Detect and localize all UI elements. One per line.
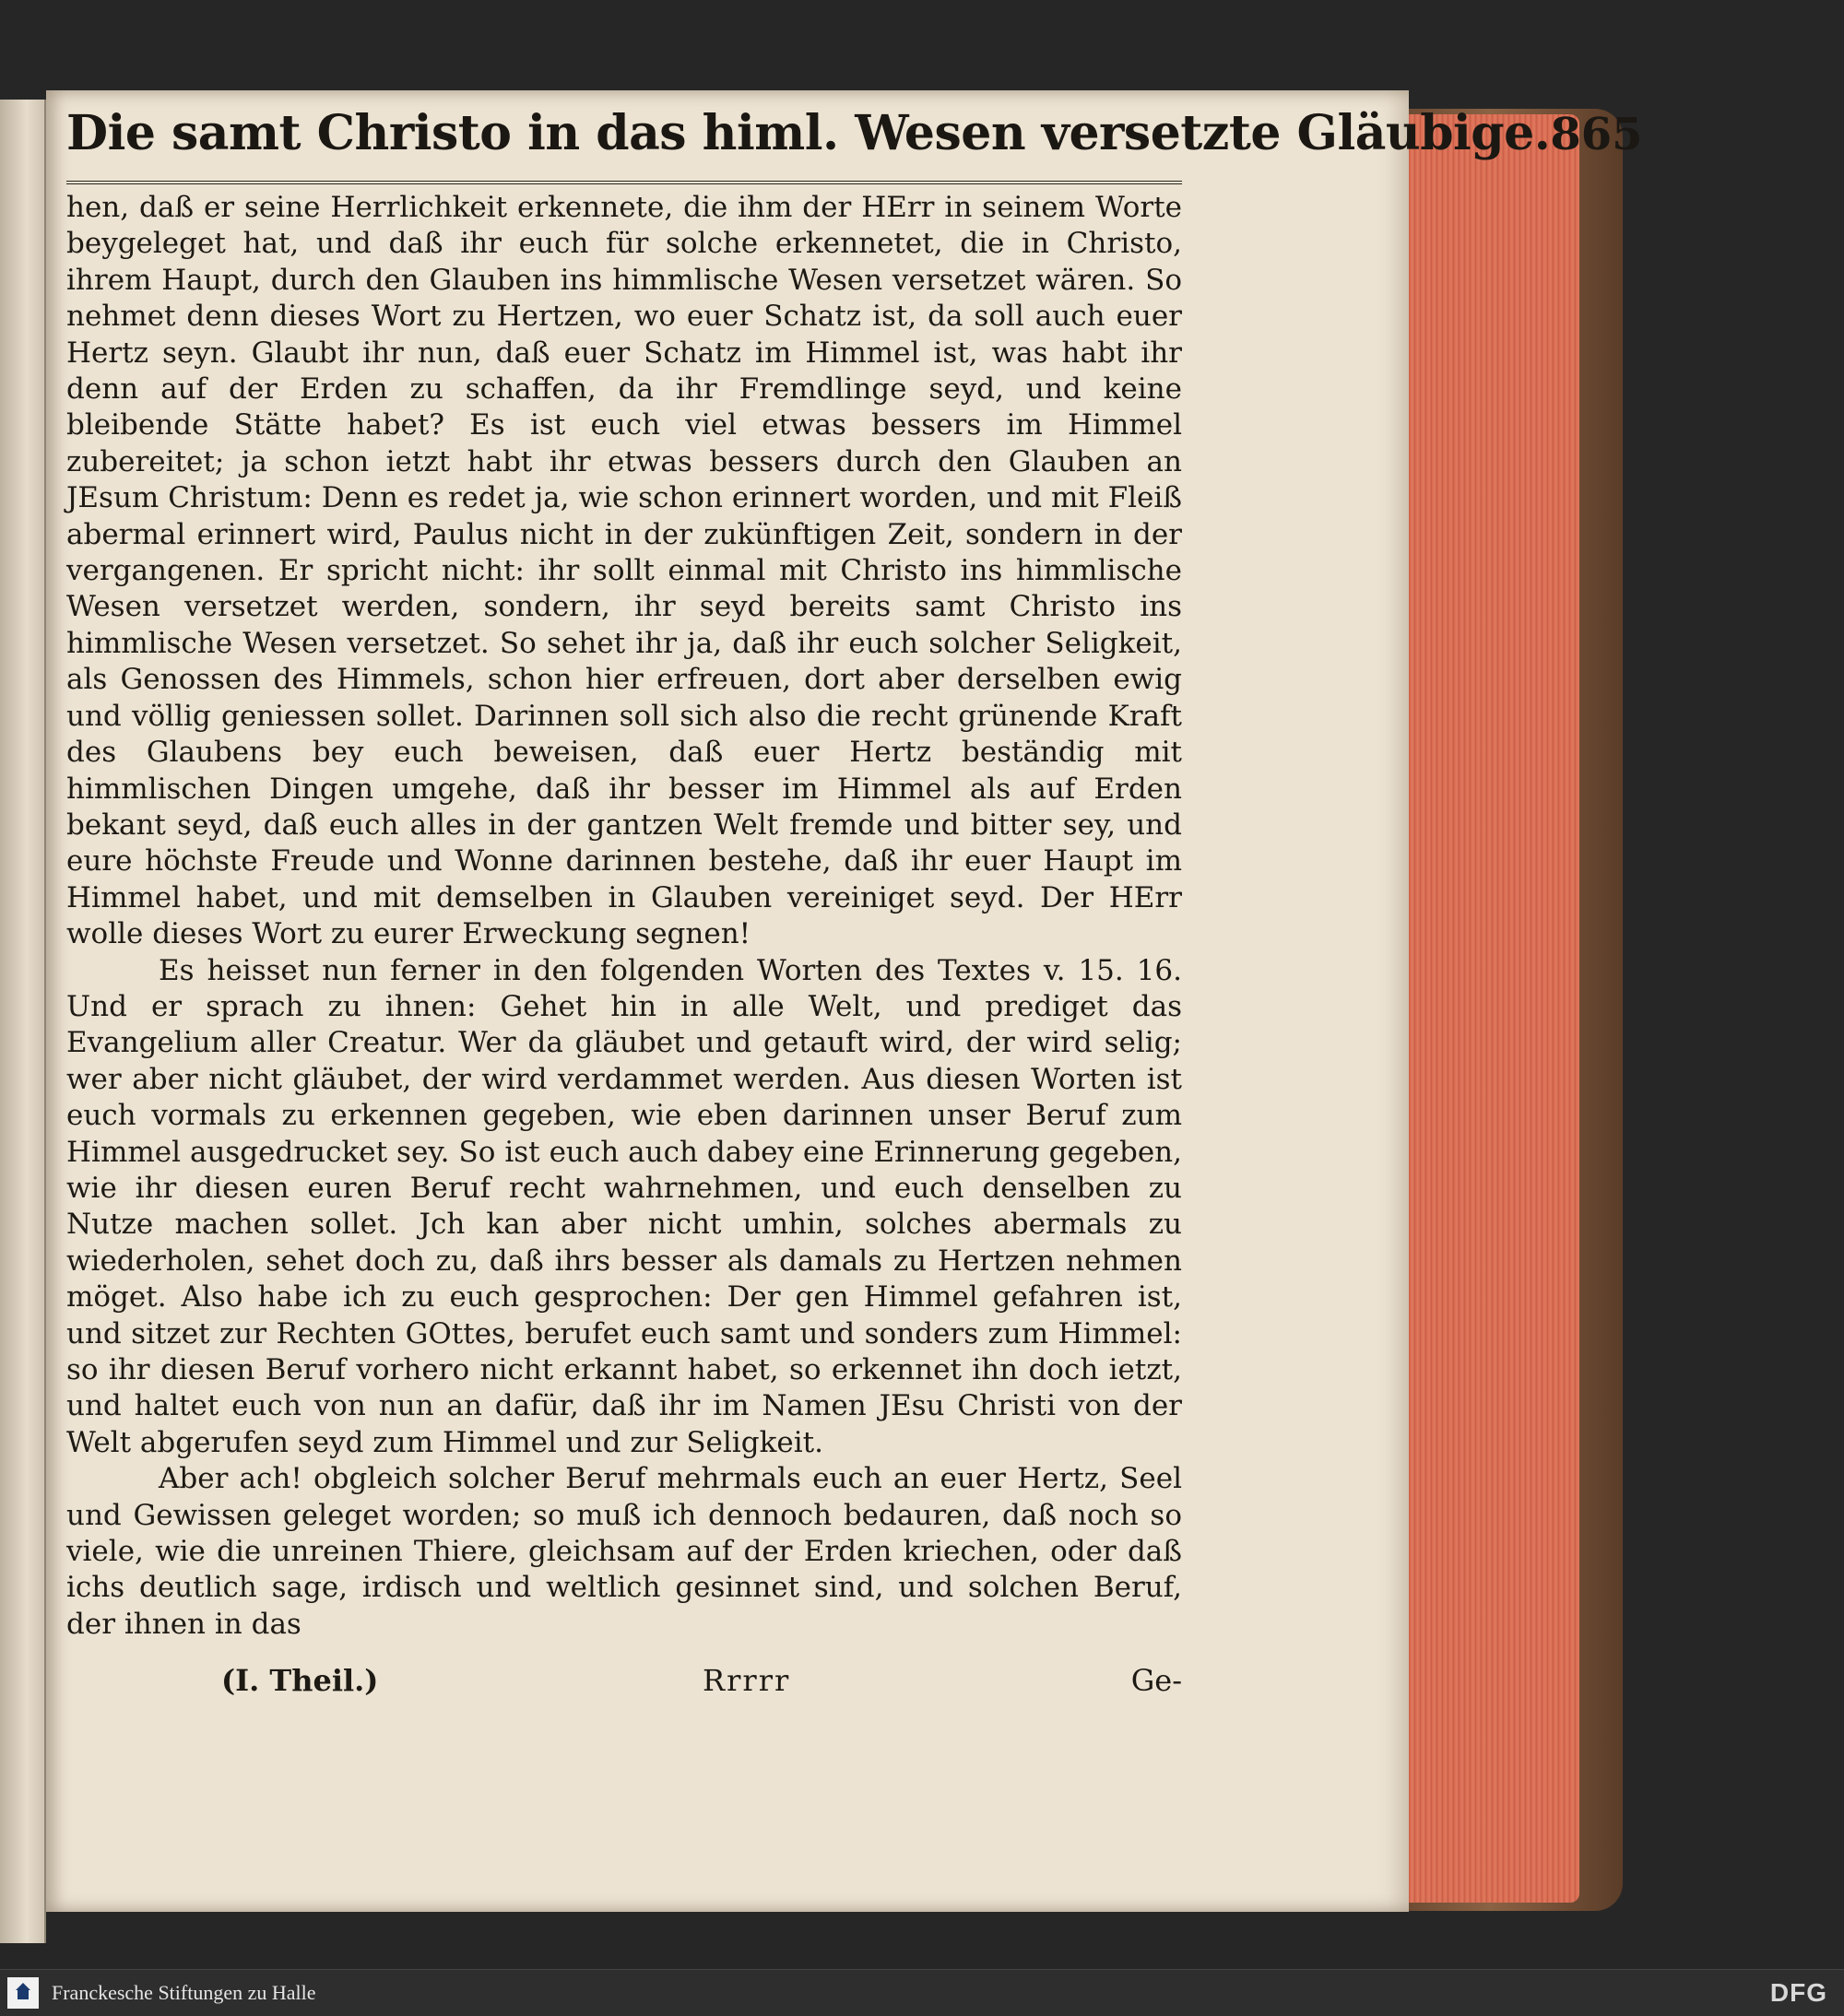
dfg-logo[interactable]: DFG — [1769, 1978, 1827, 2007]
body-text — [66, 190, 1182, 1643]
red-fore-edge — [1404, 114, 1579, 1903]
page-header — [66, 105, 1643, 179]
catchword: Ge- — [1130, 1663, 1182, 1698]
signature-mark: Rrrrr — [703, 1663, 791, 1698]
page-number: 865 — [1550, 109, 1643, 160]
signature-part: (I. Theil.) — [221, 1663, 379, 1698]
institution-name: Franckesche Stiftungen zu Halle — [52, 1981, 316, 2004]
page-footer — [66, 1663, 1182, 1705]
francke-foundations-logo-icon — [7, 1977, 39, 2009]
institution-link[interactable] — [0, 1977, 316, 2009]
paragraph: hen, daß er seine Herrlichkeit erkennete, die ihm der HErr in seinem Worte beygeleget hat, und daß ihr euch für solche erkennetet, die in Christo, ihrem Haupt, durch den Glauben ins himmlische Wesen versetzet wären. So nehmet denn dieses Wort zu Hertzen, wo euer Schatz ist, da soll auch euer Hertz seyn. Glaubt ihr nun, daß euer Schatz im Himmel ist, was habt ihr denn auf der Erden zu schaffen, da ihr Fremdlinge seyd, und keine bleibende Stätte habet? Es ist euch viel etwas bessers im Himmel zubereitet; ja schon ietzt habt ihr etwas bessers durch den Glauben an JEsum Christum: Denn es redet ja, wie schon erinnert worden, und mit Fleiß abermal erinnert wird, Paulus nicht in der zukünftigen Zeit, sondern in der vergangenen. Er spricht nicht: ihr sollt einmal mit Christo ins himmlische Wesen versetzet werden, sondern, ihr seyd bereits samt Christo ins himmlische Wesen versetzet. So sehet ihr ja, daß ihr euch solcher Seligkeit, als Genossen des Himmels, schon hier erfreuen, dort aber derselben ewig und völlig geniessen sollet. Darinnen soll sich also die recht grünende Kraft des Glaubens bey euch beweisen, daß euer Hertz beständig mit himmlischen Dingen umgehe, daß ihr besser im Himmel als auf Erden bekant seyd, daß euch alles in der gantzen Welt fremde und bitter sey, und eure höchste Freude und Wonne darinnen bestehe, daß ihr euer Haupt im Himmel habet, und mit demselben in Glauben vereiniget seyd. Der HErr wolle dieses Wort zu eurer Erweckung segnen! — [66, 191, 1182, 951]
viewer-bottom-bar — [0, 1969, 1844, 2016]
running-head: Die samt Christo in das himl. Wesen versetzte Gläubige. — [66, 105, 1551, 161]
header-rule — [66, 181, 1182, 184]
facing-page-edge — [0, 100, 46, 1943]
paragraph: Aber ach! obgleich solcher Beruf mehrmals euch an euer Hertz, Seel und Gewissen geleget worden; so muß ich dennoch bedauren, daß noch so viele, wie die unreinen Thiere, gleichsam auf der Erden kriechen, oder daß ichs deutlich sage, irdisch und weltlich gesinnet sind, und solchen Beruf, der ihnen in das — [66, 1462, 1182, 1641]
paragraph: Es heisset nun ferner in den folgenden Worten des Textes v. 15. 16. Und er sprach zu ihnen: Gehet hin in alle Welt, und prediget das Evangelium aller Creatur. Wer da gläubet und getauft wird, der wird selig; wer aber nicht gläubet, der wird verdammet werden. Aus diesen Worten ist euch vormals zu erkennen gegeben, wie eben darinnen unser Beruf zum Himmel ausgedrucket sey. So ist euch auch dabey eine Erinnerung gegeben, wie ihr diesen euren Beruf recht wahrnehmen, und euch denselben zu Nutze machen sollet. Jch kan aber nicht umhin, solches abermals zu wiederholen, sehet doch zu, daß ihrs besser als damals zu Hertzen nehmen möget. Also habe ich zu euch gesprochen: Der gen Himmel gefahren ist, und sitzet zur Rechten GOttes, berufet euch samt und sonders zum Himmel: so ihr diesen Beruf vorhero nicht erkannt habet, so erkennet ihn doch ietzt, und haltet euch von nun an dafür, daß ihr im Namen JEsu Christi von der Welt abgerufen seyd zum Himmel und zur Seligkeit. — [66, 953, 1182, 1459]
